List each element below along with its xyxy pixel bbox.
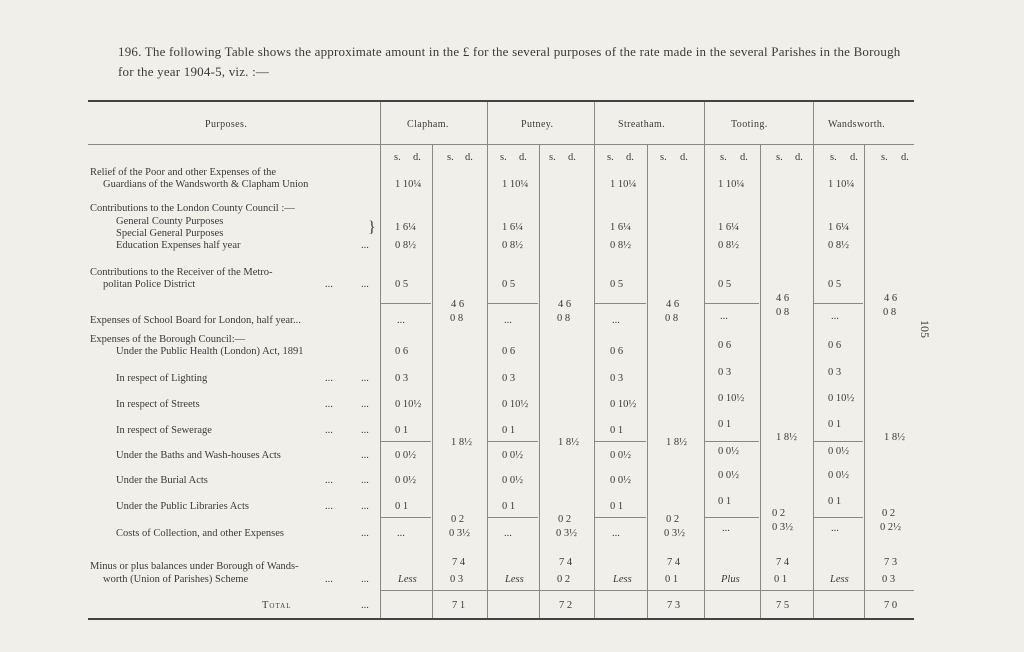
cell-clapham-school: 0 8 [450, 313, 464, 324]
s-label: s. [447, 152, 454, 163]
cell-tooting-collection-dash: ... [722, 523, 730, 534]
header-putney: Putney. [521, 119, 554, 130]
d-label: d. [740, 152, 748, 163]
cell-streatham-general: 1 6¼ [610, 222, 631, 233]
cell-putney-health: 0 6 [502, 346, 516, 357]
cell-wandsworth-libraries: 0 1 [828, 496, 842, 507]
col-line [864, 144, 865, 618]
subtotal-rule [380, 303, 431, 304]
header-streatham: Streatham. [618, 119, 666, 130]
cell-streatham-education: 0 8½ [610, 240, 631, 251]
cell-tooting-education: 0 8½ [718, 240, 739, 251]
header-rule [88, 144, 914, 145]
cell-streatham-collection: 0 3½ [664, 528, 685, 539]
top-rule [88, 100, 914, 102]
d-label: d. [568, 152, 576, 163]
cell-putney-school: 0 8 [557, 313, 571, 324]
cell-putney-balance: 0 2 [557, 574, 571, 585]
cell-putney-subtotal: 7 4 [559, 557, 573, 568]
cell-putney-lighting: 0 3 [502, 373, 516, 384]
cell-tooting-total: 7 5 [776, 600, 790, 611]
cell-streatham-sewerage: 0 1 [610, 425, 624, 436]
cell-clapham-health: 0 6 [395, 346, 409, 357]
cell-streatham-burial: 0 0½ [610, 475, 631, 486]
s-label: s. [776, 152, 783, 163]
d-label: d. [465, 152, 473, 163]
cell-streatham-streets: 0 10½ [610, 399, 637, 410]
cell-streatham-balance: 0 1 [665, 574, 679, 585]
cell-wandsworth-sub1: 4 6 [884, 293, 898, 304]
page-number: 105 [918, 320, 932, 338]
leader-dots: ... [361, 399, 369, 410]
subtotal-rule [380, 441, 431, 442]
cell-clapham-police: 0 5 [395, 279, 409, 290]
cell-streatham-health: 0 6 [610, 346, 624, 357]
col-line [380, 102, 381, 618]
cell-streatham-collection-sub: 0 2 [666, 514, 680, 525]
cell-tooting-baths: 0 0½ [718, 446, 739, 457]
cell-putney-borough-total: 1 8½ [558, 437, 579, 448]
cell-tooting-general: 1 6¼ [718, 222, 739, 233]
bottom-rule [88, 618, 914, 620]
cell-tooting-borough-total: 1 8½ [776, 432, 797, 443]
s-label: s. [394, 152, 401, 163]
s-label: s. [660, 152, 667, 163]
cell-wandsworth-police: 0 5 [828, 279, 842, 290]
cell-wandsworth-collection: 0 2½ [880, 522, 901, 533]
leader-dots: ... [361, 450, 369, 461]
subtotal-rule [704, 441, 759, 442]
cell-wandsworth-balance-label: Less [830, 574, 849, 585]
d-label: d. [413, 152, 421, 163]
cell-putney-collection-sub: 0 2 [558, 514, 572, 525]
cell-wandsworth-relief: 1 10¼ [828, 179, 855, 190]
subtotal-rule [813, 517, 863, 518]
leader-dots: ... [325, 399, 333, 410]
cell-wandsworth-streets: 0 10½ [828, 393, 855, 404]
row-label-relief-cont: Guardians of the Wandsworth & Clapham Union [103, 179, 309, 190]
cell-clapham-collection-sub: 0 2 [451, 514, 465, 525]
row-label-baths: Under the Baths and Wash-houses Acts [116, 450, 281, 461]
d-label: d. [901, 152, 909, 163]
cell-streatham-relief: 1 10¼ [610, 179, 637, 190]
row-label-education: Education Expenses half year [116, 240, 241, 251]
leader-dots: ... [361, 373, 369, 384]
cell-wandsworth-baths: 0 0½ [828, 446, 849, 457]
s-label: s. [881, 152, 888, 163]
cell-streatham-school-dash: ... [612, 315, 620, 326]
leader-dots: ... [325, 425, 333, 436]
cell-wandsworth-lighting: 0 3 [828, 367, 842, 378]
cell-streatham-sub1: 4 6 [666, 299, 680, 310]
cell-wandsworth-school: 0 8 [883, 307, 897, 318]
col-line [539, 144, 540, 618]
s-label: s. [500, 152, 507, 163]
row-label-sewerage: In respect of Sewerage [116, 425, 212, 436]
leader-dots: ... [361, 528, 369, 539]
row-label-burial: Under the Burial Acts [116, 475, 208, 486]
leader-dots: ... [361, 279, 369, 290]
d-label: d. [680, 152, 688, 163]
subtotal-rule [813, 303, 863, 304]
cell-wandsworth-balance: 0 3 [882, 574, 896, 585]
col-line [813, 102, 814, 618]
header-purposes: Purposes. [205, 119, 248, 130]
cell-streatham-baths: 0 0½ [610, 450, 631, 461]
header-tooting: Tooting. [731, 119, 768, 130]
cell-wandsworth-collection-dash: ... [831, 523, 839, 534]
cell-wandsworth-burial: 0 0½ [828, 470, 849, 481]
cell-wandsworth-collection-sub: 0 2 [882, 508, 896, 519]
leader-dots: ... [325, 501, 333, 512]
cell-tooting-streets: 0 10½ [718, 393, 745, 404]
leader-dots: ... [325, 373, 333, 384]
cell-clapham-balance: 0 3 [450, 574, 464, 585]
cell-clapham-borough-total: 1 8½ [451, 437, 472, 448]
cell-wandsworth-sewerage: 0 1 [828, 419, 842, 430]
subtotal-rule [594, 303, 646, 304]
header-clapham: Clapham. [407, 119, 449, 130]
cell-tooting-school-dash: ... [720, 311, 728, 322]
cell-streatham-total: 7 3 [667, 600, 681, 611]
subtotal-rule [594, 517, 646, 518]
cell-wandsworth-health: 0 6 [828, 340, 842, 351]
col-line [487, 102, 488, 618]
cell-tooting-health: 0 6 [718, 340, 732, 351]
cell-clapham-lighting: 0 3 [395, 373, 409, 384]
cell-tooting-collection: 0 3½ [772, 522, 793, 533]
cell-streatham-libraries: 0 1 [610, 501, 624, 512]
subtotal-rule [487, 517, 538, 518]
cell-tooting-burial: 0 0½ [718, 470, 739, 481]
cell-putney-school-dash: ... [504, 315, 512, 326]
cell-putney-streets: 0 10½ [502, 399, 529, 410]
row-label-police-cont: politan Police District [103, 279, 196, 290]
row-label-general: General County Purposes [116, 216, 224, 227]
leader-dots: ... [361, 501, 369, 512]
cell-clapham-general: 1 6¼ [395, 222, 416, 233]
cell-streatham-police: 0 5 [610, 279, 624, 290]
cell-putney-relief: 1 10¼ [502, 179, 529, 190]
d-label: d. [626, 152, 634, 163]
cell-putney-education: 0 8½ [502, 240, 523, 251]
cell-wandsworth-total: 7 0 [884, 600, 898, 611]
col-line [704, 102, 705, 618]
cell-tooting-balance-label: Plus [721, 574, 740, 585]
d-label: d. [850, 152, 858, 163]
cell-clapham-burial: 0 0½ [395, 475, 416, 486]
d-label: d. [519, 152, 527, 163]
cell-clapham-total: 7 1 [452, 600, 466, 611]
row-label-school: Expenses of School Board for London, half year... [90, 315, 301, 326]
leader-dots: ... [361, 475, 369, 486]
cell-clapham-balance-label: Less [398, 574, 417, 585]
leader-dots: ... [361, 600, 369, 611]
cell-putney-libraries: 0 1 [502, 501, 516, 512]
brace-glyph: } [368, 219, 376, 236]
leader-dots: ... [325, 279, 333, 290]
cell-wandsworth-school-dash: ... [831, 311, 839, 322]
cell-putney-general: 1 6¼ [502, 222, 523, 233]
row-label-collection: Costs of Collection, and other Expenses [116, 528, 284, 539]
row-label-borough: Expenses of the Borough Council:— [90, 334, 246, 345]
cell-putney-sewerage: 0 1 [502, 425, 516, 436]
cell-tooting-subtotal: 7 4 [776, 557, 790, 568]
cell-tooting-lighting: 0 3 [718, 367, 732, 378]
leader-dots: ... [361, 574, 369, 585]
subtotal-rule [813, 441, 863, 442]
cell-tooting-school: 0 8 [776, 307, 790, 318]
cell-putney-police: 0 5 [502, 279, 516, 290]
cell-putney-total: 7 2 [559, 600, 573, 611]
row-label-minus: Minus or plus balances under Borough of Wands- [90, 561, 299, 572]
col-line [432, 144, 433, 618]
cell-streatham-school: 0 8 [665, 313, 679, 324]
leader-dots: ... [325, 574, 333, 585]
leader-dots: ... [361, 425, 369, 436]
cell-wandsworth-borough-total: 1 8½ [884, 432, 905, 443]
cell-clapham-relief: 1 10¼ [395, 179, 422, 190]
s-label: s. [720, 152, 727, 163]
cell-tooting-police: 0 5 [718, 279, 732, 290]
subtotal-rule [487, 441, 538, 442]
row-label-lighting: In respect of Lighting [116, 373, 208, 384]
cell-clapham-subtotal: 7 4 [452, 557, 466, 568]
cell-wandsworth-education: 0 8½ [828, 240, 849, 251]
row-label-total: Total [262, 600, 292, 611]
cell-clapham-baths: 0 0½ [395, 450, 416, 461]
cell-tooting-collection-sub: 0 2 [772, 508, 786, 519]
row-label-police: Contributions to the Receiver of the Metro- [90, 267, 273, 278]
row-label-streets: In respect of Streets [116, 399, 200, 410]
total-rule [380, 590, 914, 591]
cell-streatham-subtotal: 7 4 [667, 557, 681, 568]
subtotal-rule [380, 517, 431, 518]
cell-tooting-libraries: 0 1 [718, 496, 732, 507]
col-line [594, 102, 595, 618]
s-label: s. [830, 152, 837, 163]
cell-tooting-balance: 0 1 [774, 574, 788, 585]
row-label-lcc: Contributions to the London County Council :— [90, 203, 295, 214]
col-line [647, 144, 648, 618]
row-label-relief: Relief of the Poor and other Expenses of the [90, 167, 277, 178]
subtotal-rule [487, 303, 538, 304]
subtotal-rule [594, 441, 646, 442]
cell-streatham-borough-total: 1 8½ [666, 437, 687, 448]
cell-clapham-education: 0 8½ [395, 240, 416, 251]
header-wandsworth: Wandsworth. [828, 119, 886, 130]
row-label-minus-cont: worth (Union of Parishes) Scheme [103, 574, 249, 585]
cell-putney-sub1: 4 6 [558, 299, 572, 310]
cell-wandsworth-subtotal: 7 3 [884, 557, 898, 568]
row-label-special: Special General Purposes [116, 228, 224, 239]
cell-putney-collection-dash: ... [504, 528, 512, 539]
cell-clapham-libraries: 0 1 [395, 501, 409, 512]
cell-putney-baths: 0 0½ [502, 450, 523, 461]
cell-streatham-collection-dash: ... [612, 528, 620, 539]
subtotal-rule [704, 517, 759, 518]
cell-tooting-sub1: 4 6 [776, 293, 790, 304]
leader-dots: ... [361, 240, 369, 251]
row-label-health: Under the Public Health (London) Act, 1891 [116, 346, 304, 357]
cell-putney-collection: 0 3½ [556, 528, 577, 539]
cell-putney-balance-label: Less [505, 574, 524, 585]
leader-dots: ... [325, 475, 333, 486]
cell-clapham-school-dash: ... [397, 315, 405, 326]
intro-paragraph: 196. The following Table shows the approximate amount in the £ for the several purposes of the rate made in the several Parishes in the Borough for the year 1904-5, viz. :— [118, 44, 901, 79]
row-label-libraries: Under the Public Libraries Acts [116, 501, 249, 512]
cell-wandsworth-general: 1 6¼ [828, 222, 849, 233]
col-line [760, 144, 761, 618]
s-label: s. [549, 152, 556, 163]
cell-streatham-balance-label: Less [613, 574, 632, 585]
cell-clapham-sewerage: 0 1 [395, 425, 409, 436]
cell-tooting-sewerage: 0 1 [718, 419, 732, 430]
s-label: s. [607, 152, 614, 163]
cell-streatham-lighting: 0 3 [610, 373, 624, 384]
cell-tooting-relief: 1 10¼ [718, 179, 745, 190]
cell-clapham-collection: 0 3½ [449, 528, 470, 539]
cell-putney-burial: 0 0½ [502, 475, 523, 486]
d-label: d. [795, 152, 803, 163]
cell-clapham-collection-dash: ... [397, 528, 405, 539]
subtotal-rule [704, 303, 759, 304]
cell-clapham-streets: 0 10½ [395, 399, 422, 410]
cell-clapham-sub1: 4 6 [451, 299, 465, 310]
